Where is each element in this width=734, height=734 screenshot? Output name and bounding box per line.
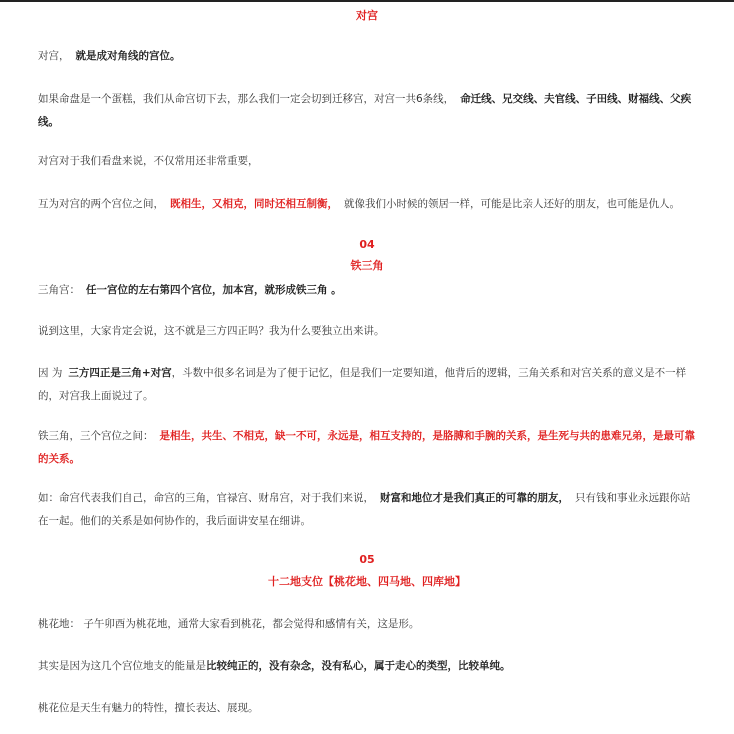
- paragraph-taohua-trait: [38, 697, 698, 720]
- emphasis-text: 命迁线、兄交线、夫官线、子田线、财福线、父疾线。: [38, 93, 692, 128]
- text: 因 为: [38, 367, 63, 379]
- emphasis-text: 比较纯正的，没有杂念，没有私心，属于走心的类型，比较单纯。: [206, 660, 511, 672]
- text: 铁三角，三个宫位之间：: [38, 430, 154, 442]
- section-number-04: 04: [359, 238, 375, 251]
- paragraph-taohua-energy: [38, 655, 698, 678]
- section-title-tiesanjiao: 铁三角: [350, 259, 384, 272]
- text: 就像我们小时候的领居一样，可能是比亲人还好的朋友，也可能是仇人。: [344, 198, 680, 210]
- text: 三角宫：: [38, 284, 80, 296]
- paragraph-cake-analogy: [38, 88, 698, 134]
- section-title-dizhi: 十二地支位【桃花地、四马地、四库地】: [268, 575, 466, 588]
- text: 如：命宫代表我们自己，命宫的三角，官禄宫、财帛宫，对于我们来说，: [38, 492, 374, 504]
- emphasis-text: 三方四正是三角+对宫: [68, 367, 172, 379]
- paragraph-importance: [38, 150, 698, 173]
- paragraph-duigong-definition: [38, 45, 698, 68]
- emphasis-text: 任一宫位的左右第四个宫位，加本宫，就形成铁三角 。: [86, 284, 342, 296]
- paragraph-tiesanjiao-relation: [38, 425, 698, 471]
- text: 对宫对于我们看盘来说，不仅常用还非常重要，: [38, 155, 259, 167]
- section-number-05: 05: [359, 553, 375, 566]
- emphasis-text: 就是成对角线的宫位。: [75, 50, 181, 62]
- highlight-text: 既相生，又相克，同时还相互制衡，: [170, 198, 338, 210]
- text: 对宫，: [38, 50, 70, 62]
- section-title-duigong: 对宫: [356, 9, 378, 22]
- text: 如果命盘是一个蛋糕，我们从命宫切下去，那么我们一定会切到迁移宫，对宫一共6条线，: [38, 93, 455, 105]
- text: 桃花位是天生有魅力的特性，擅长表达、展现。: [38, 702, 259, 714]
- text: 说到这里，大家肯定会说，这不就是三方四正吗？我为什么要独立出来讲。: [38, 325, 385, 337]
- paragraph-sanjiao-definition: [38, 279, 698, 302]
- top-divider: [0, 0, 734, 2]
- text: 桃花地： 子午卯酉为桃花地，通常大家看到桃花，都会觉得和感情有关，这是形。: [38, 618, 420, 630]
- text: 互为对宫的两个宫位之间，: [38, 198, 164, 210]
- paragraph-example: [38, 487, 698, 533]
- paragraph-explanation: [38, 362, 698, 408]
- paragraph-mutual-relation: [38, 193, 698, 216]
- paragraph-taohua-definition: [38, 613, 698, 636]
- text: ，斗数中很多名词是为了便于记忆，但是我们一定要知道，他背后的逻辑，三角关系和对宫关系的意义是不一样的，对宫我上面说过了。: [38, 367, 687, 402]
- highlight-text: 是相生，共生、不相克，缺一不可，永远是，相互支持的，是胳膊和手腕的关系，是生死与共的患难兄弟，是最可靠的关系。: [38, 430, 695, 465]
- emphasis-text: 财富和地位才是我们真正的可靠的朋友，: [380, 492, 569, 504]
- text: 其实是因为这几个宫位地支的能量是: [38, 660, 206, 672]
- text: 只有钱和事业永远跟你站在一起。他们的关系是如何协作的，我后面讲安星在细讲。: [38, 492, 691, 527]
- paragraph-question: [38, 320, 698, 343]
